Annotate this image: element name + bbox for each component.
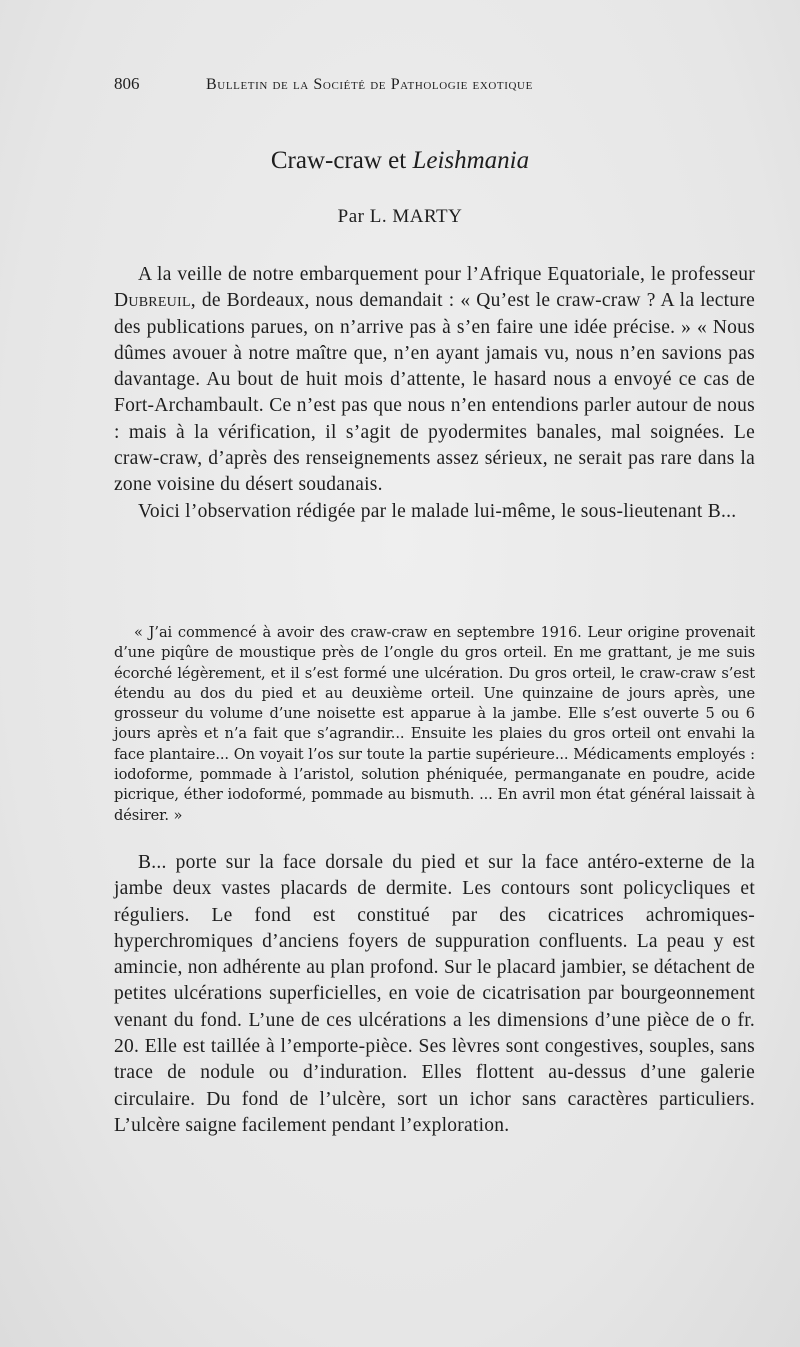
- title-text: Craw-craw et: [270, 147, 413, 174]
- clinical-findings-section: [114, 850, 755, 1139]
- paragraph-intro-text-a: A la veille de notre embarquement pour l’Afrique Equatoriale, le professeur: [138, 264, 755, 285]
- running-head: [114, 74, 669, 98]
- quote-paragraph: « J’ai commencé à avoir des craw-craw en septembre 1916. Leur origine provenait d’une piqûre de moustique près de l’ongle du gros orteil. En me grattant, je me suis écorché légèrement, et il s’est formé une ulcération. Du gros orteil, le craw-craw s’est étendu au dos du pied et au deuxième orteil. Une quinzaine de jours après, une grosseur du volume d’une noisette est apparue à la jambe. Elle s’est ouverte 5 ou 6 jours après et n’a fait que s’agrandir... Ensuite les plaies du gros orteil ont envahi la face plantaire... On voyait l’os sur toute la partie supérieure... Médicaments employés : iodoforme, pommade à l’aristol, solution phéniquée, permanganate en poudre, acide picrique, éther iodoformé, pommade au bismuth. ... En avril mon état général laissait à désirer. »: [114, 624, 755, 824]
- patient-quote: [114, 623, 755, 826]
- journal-title: Bulletin de la Société de Pathologie exotique: [206, 76, 533, 93]
- title-italic-text: Leishmania: [412, 147, 530, 174]
- article-title: [0, 147, 800, 175]
- page-number: 806: [114, 74, 140, 93]
- paragraph-intro-text-b: , de Bordeaux, nous demandait : « Qu’est le craw-craw ? A la lecture des publications parues, on n’arrive pas à s’en faire une idée précise. » « Nous dûmes avouer à notre maître que, n’en ayant jamais vu, nous n’en savions pas davantage. Au bout de huit mois d’attente, le hasard nous a envoyé ce cas de Fort-Archambault. Ce n’est pas que nous n’en entendions parler autour de nous : mais à la vérification, il s’agit de pyodermites banales, mal soignées. Le craw-craw, d’après des renseignements assez sérieux, ne serait pas rare dans la zone voisine du désert soudanais.: [114, 290, 755, 496]
- author-byline: Par L. MARTY: [337, 206, 463, 227]
- paragraph-findings: B... porte sur la face dorsale du pied et sur la face antéro-externe de la jambe deux vastes placards de dermite. Les contours sont policycliques et réguliers. Le fond est constitué par des cicatrices achromiques-hyperchromiques d’anciens foyers de suppuration confluents. La peau y est amincie, non adhérente au plan profond. Sur le placard jambier, se détachent de petites ulcérations superficielles, en voie de cicatrisation par bourgeonnement venant du fond. L’une de ces ulcérations a les dimensions d’une pièce de o fr. 20. Elle est taillée à l’emporte-pièce. Ses lèvres sont congestives, souples, sans trace de nodule ou d’induration. Elles flottent au-dessus d’une galerie circulaire. Du fond de l’ulcère, sort un ichor sans caractères particuliers. L’ulcère saigne facilement pendant l’exploration.: [114, 852, 755, 1136]
- introduction-section: [114, 262, 755, 525]
- author-name-dubreuil: Dubreuil: [114, 290, 191, 312]
- paragraph-intro: [114, 262, 755, 499]
- paragraph-observation-intro: Voici l’observation rédigée par le malade lui-même, le sous-lieutenant B...: [138, 500, 737, 522]
